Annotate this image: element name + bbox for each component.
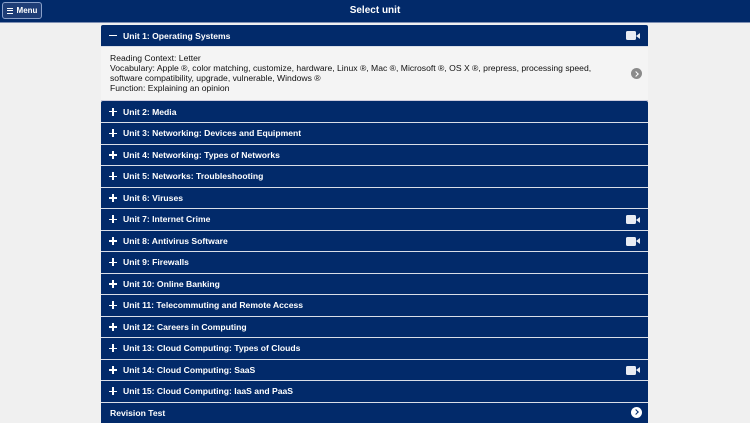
- unit-row[interactable]: [101, 188, 648, 210]
- unit-title: Unit 5: Networks: Troubleshooting: [123, 171, 264, 182]
- minus-icon: [109, 32, 117, 40]
- chevron-right-icon[interactable]: [631, 407, 642, 418]
- reading-context: Reading Context: Letter: [110, 53, 201, 63]
- unit-row[interactable]: [101, 381, 648, 403]
- unit-row[interactable]: [101, 231, 648, 253]
- revision-test-row[interactable]: [101, 403, 648, 423]
- plus-icon: [109, 323, 117, 331]
- unit-title: Unit 8: Antivirus Software: [123, 235, 228, 246]
- plus-icon: [109, 172, 117, 180]
- unit-row[interactable]: [101, 295, 648, 317]
- plus-icon: [109, 258, 117, 266]
- video-camera-icon[interactable]: [626, 215, 640, 224]
- plus-icon: [109, 108, 117, 116]
- unit-row[interactable]: [101, 101, 648, 123]
- video-camera-icon[interactable]: [626, 366, 640, 375]
- unit-1-header[interactable]: [101, 25, 648, 47]
- unit-row[interactable]: [101, 123, 648, 145]
- plus-icon: [109, 301, 117, 309]
- function: Function: Explaining an opinion: [110, 83, 230, 93]
- plus-icon: [109, 151, 117, 159]
- page-title: Select unit: [349, 5, 401, 16]
- unit-row[interactable]: [101, 145, 648, 167]
- unit-row[interactable]: [101, 338, 648, 360]
- unit-title: Unit 7: Internet Crime: [123, 214, 211, 225]
- unit-row[interactable]: [101, 209, 648, 231]
- unit-title: Unit 13: Cloud Computing: Types of Clouds: [123, 343, 301, 354]
- top-bar: [0, 0, 750, 23]
- plus-icon: [109, 215, 117, 223]
- unit-1-details[interactable]: [101, 47, 648, 101]
- video-camera-icon[interactable]: [626, 31, 640, 40]
- unit-row[interactable]: [101, 274, 648, 296]
- unit-title: Unit 9: Firewalls: [123, 257, 189, 268]
- unit-title: Unit 14: Cloud Computing: SaaS: [123, 364, 256, 375]
- unit-row[interactable]: [101, 317, 648, 339]
- unit-list: [101, 25, 648, 423]
- chevron-right-icon[interactable]: [631, 68, 642, 79]
- plus-icon: [109, 237, 117, 245]
- unit-title: Unit 1: Operating Systems: [123, 30, 231, 41]
- unit-title: Unit 12: Careers in Computing: [123, 321, 247, 332]
- unit-row[interactable]: [101, 166, 648, 188]
- plus-icon: [109, 280, 117, 288]
- revision-label: Revision Test: [110, 407, 166, 418]
- plus-icon: [109, 344, 117, 352]
- unit-title: Unit 3: Networking: Devices and Equipment: [123, 128, 302, 139]
- unit-row[interactable]: [101, 252, 648, 274]
- unit-title: Unit 6: Viruses: [123, 192, 184, 203]
- unit-title: Unit 11: Telecommuting and Remote Access: [123, 300, 304, 311]
- plus-icon: [109, 387, 117, 395]
- unit-title: Unit 2: Media: [123, 106, 177, 117]
- menu-label: Menu: [16, 6, 38, 15]
- plus-icon: [109, 194, 117, 202]
- unit-title: Unit 15: Cloud Computing: IaaS and PaaS: [123, 386, 293, 397]
- unit-title: Unit 4: Networking: Types of Networks: [123, 149, 280, 160]
- unit-row[interactable]: [101, 360, 648, 382]
- video-camera-icon[interactable]: [626, 237, 640, 246]
- unit-title: Unit 10: Online Banking: [123, 278, 220, 289]
- plus-icon: [109, 129, 117, 137]
- plus-icon: [109, 366, 117, 374]
- vocabulary: Vocabulary: Apple ®, color matching, customize, hardware, Linux ®, Mac ®, Microsoft ®, OS X ®, prepress, processing speed, software compatibility, upgrade, vulnerable, Windows ®: [110, 63, 592, 83]
